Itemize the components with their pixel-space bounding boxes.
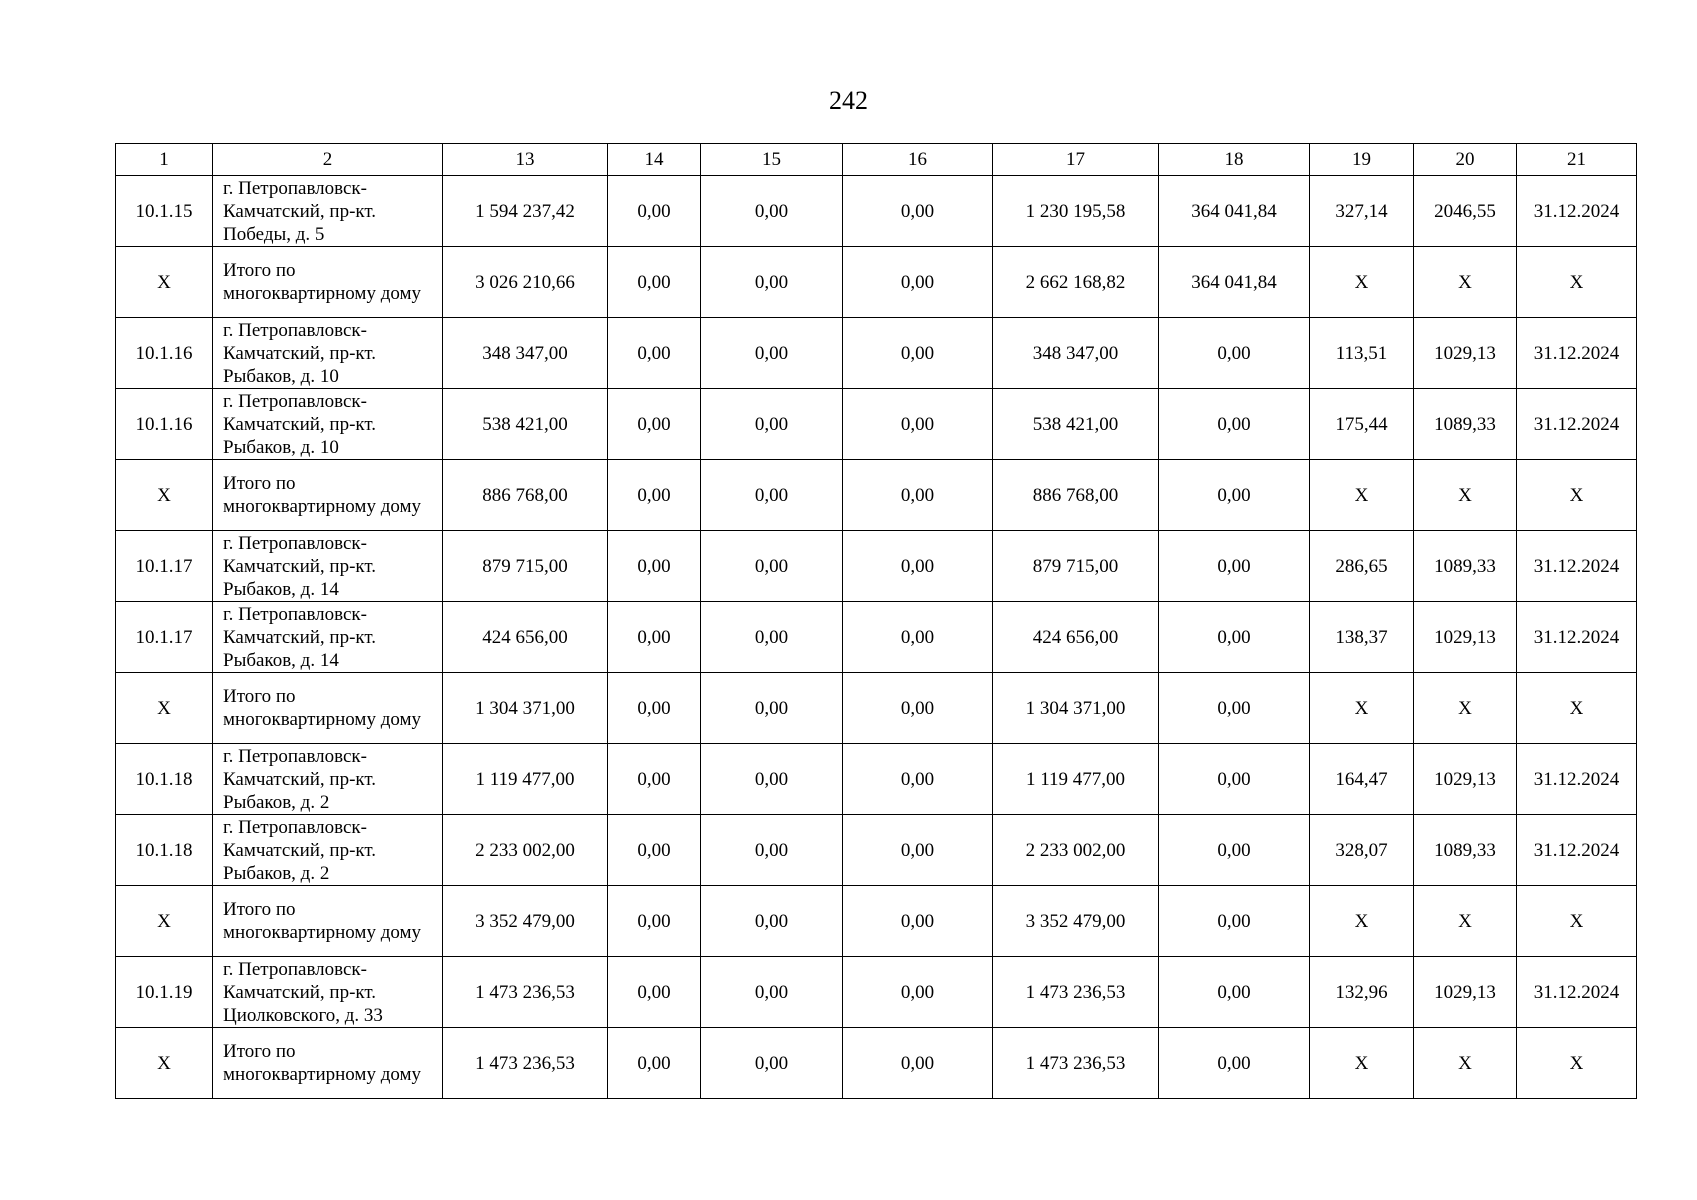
table-cell: 0,00 [608, 957, 701, 1028]
table-cell: 0,00 [608, 176, 701, 247]
address-cell: Итого по многоквартирному дому [213, 673, 443, 744]
table-row [116, 886, 1637, 957]
table-cell: 1089,33 [1414, 531, 1517, 602]
table-cell: 0,00 [608, 886, 701, 957]
header-cell: 20 [1414, 144, 1517, 176]
table-cell: 0,00 [1159, 602, 1310, 673]
table-row [116, 389, 1637, 460]
table-cell: 138,37 [1310, 602, 1414, 673]
table-cell: 1 594 237,42 [443, 176, 608, 247]
header-row [116, 144, 1637, 176]
address-cell: г. Петропавловск-Камчатский, пр-кт. Рыбаков, д. 2 [213, 815, 443, 886]
table-cell: 0,00 [1159, 1028, 1310, 1099]
table-cell: 132,96 [1310, 957, 1414, 1028]
table-cell: 0,00 [843, 389, 993, 460]
table-cell: 0,00 [843, 460, 993, 531]
table-cell: 879 715,00 [993, 531, 1159, 602]
table-cell: 0,00 [1159, 744, 1310, 815]
table-cell: 1029,13 [1414, 957, 1517, 1028]
table-cell: 0,00 [608, 815, 701, 886]
table-cell: 1 473 236,53 [443, 957, 608, 1028]
header-cell: 16 [843, 144, 993, 176]
address-cell: г. Петропавловск-Камчатский, пр-кт. Рыбаков, д. 10 [213, 389, 443, 460]
table-cell: 1029,13 [1414, 744, 1517, 815]
table-cell: 10.1.17 [116, 602, 213, 673]
table-cell: 0,00 [701, 389, 843, 460]
table-cell: 31.12.2024 [1517, 318, 1637, 389]
table-cell: 164,47 [1310, 744, 1414, 815]
address-cell: Итого по многоквартирному дому [213, 247, 443, 318]
table-cell: Х [1414, 460, 1517, 531]
table-cell: 0,00 [608, 673, 701, 744]
table-cell: 0,00 [608, 318, 701, 389]
table-cell: 3 352 479,00 [443, 886, 608, 957]
table-cell: 1 230 195,58 [993, 176, 1159, 247]
table-cell: 0,00 [843, 957, 993, 1028]
table-cell: 1 473 236,53 [443, 1028, 608, 1099]
table-cell: Х [1310, 886, 1414, 957]
table-cell: 348 347,00 [443, 318, 608, 389]
table-cell: 31.12.2024 [1517, 744, 1637, 815]
table-row [116, 531, 1637, 602]
table-cell: Х [1414, 673, 1517, 744]
table-cell: Х [116, 1028, 213, 1099]
table-cell: 0,00 [1159, 531, 1310, 602]
table-cell: 0,00 [1159, 389, 1310, 460]
table-cell: 10.1.18 [116, 815, 213, 886]
table-cell: Х [1414, 1028, 1517, 1099]
table-cell: 1 473 236,53 [993, 957, 1159, 1028]
page-number: 242 [829, 86, 868, 115]
table-cell: 10.1.15 [116, 176, 213, 247]
table-cell: Х [1310, 673, 1414, 744]
table-row [116, 460, 1637, 531]
table-cell: 0,00 [1159, 815, 1310, 886]
table-cell: 0,00 [843, 886, 993, 957]
table-cell: Х [1517, 247, 1637, 318]
table-cell: Х [1517, 1028, 1637, 1099]
table-cell: 0,00 [608, 602, 701, 673]
table-cell: 286,65 [1310, 531, 1414, 602]
table-cell: Х [1517, 673, 1637, 744]
table-cell: Х [116, 460, 213, 531]
table-cell: 1 473 236,53 [993, 1028, 1159, 1099]
table-cell: 0,00 [701, 176, 843, 247]
table-cell: 31.12.2024 [1517, 815, 1637, 886]
address-cell: Итого по многоквартирному дому [213, 460, 443, 531]
table-cell: 0,00 [843, 744, 993, 815]
table-cell: 10.1.19 [116, 957, 213, 1028]
table-cell: 0,00 [701, 602, 843, 673]
table-cell: 3 026 210,66 [443, 247, 608, 318]
table-cell: 424 656,00 [993, 602, 1159, 673]
table-cell: 0,00 [608, 531, 701, 602]
table-cell: 0,00 [843, 247, 993, 318]
table-cell: 538 421,00 [993, 389, 1159, 460]
table-row [116, 744, 1637, 815]
table-row [116, 673, 1637, 744]
table-cell: Х [116, 886, 213, 957]
table-cell: Х [1517, 460, 1637, 531]
data-table [115, 143, 1637, 1099]
table-cell: 0,00 [608, 247, 701, 318]
table-cell: 2 233 002,00 [993, 815, 1159, 886]
table-cell: 364 041,84 [1159, 247, 1310, 318]
table-cell: 0,00 [701, 673, 843, 744]
table-cell: 2 662 168,82 [993, 247, 1159, 318]
table-cell: 0,00 [701, 531, 843, 602]
table-cell: 0,00 [608, 744, 701, 815]
header-cell: 19 [1310, 144, 1414, 176]
table-cell: 348 347,00 [993, 318, 1159, 389]
table-row [116, 318, 1637, 389]
table-cell: 1 119 477,00 [993, 744, 1159, 815]
table-cell: Х [116, 247, 213, 318]
table-cell: 0,00 [701, 318, 843, 389]
table-cell: 1029,13 [1414, 318, 1517, 389]
table-row [116, 247, 1637, 318]
header-cell: 13 [443, 144, 608, 176]
table-row [116, 1028, 1637, 1099]
table-cell: 0,00 [701, 815, 843, 886]
table-cell: 31.12.2024 [1517, 389, 1637, 460]
header-cell: 14 [608, 144, 701, 176]
table-cell: 31.12.2024 [1517, 176, 1637, 247]
table-cell: 0,00 [701, 460, 843, 531]
table-row [116, 602, 1637, 673]
table-cell: 0,00 [608, 1028, 701, 1099]
address-cell: Итого по многоквартирному дому [213, 1028, 443, 1099]
table-cell: 0,00 [608, 460, 701, 531]
table-cell: 31.12.2024 [1517, 957, 1637, 1028]
table-cell: 31.12.2024 [1517, 531, 1637, 602]
table-cell: 0,00 [701, 744, 843, 815]
address-cell: Итого по многоквартирному дому [213, 886, 443, 957]
table-cell: 0,00 [843, 815, 993, 886]
table-cell: 0,00 [843, 1028, 993, 1099]
header-cell: 17 [993, 144, 1159, 176]
table-cell: 327,14 [1310, 176, 1414, 247]
table-cell: 328,07 [1310, 815, 1414, 886]
table-row [116, 815, 1637, 886]
table-cell: 10.1.16 [116, 389, 213, 460]
table-cell: 10.1.16 [116, 318, 213, 389]
address-cell: г. Петропавловск-Камчатский, пр-кт. Рыбаков, д. 14 [213, 602, 443, 673]
header-cell: 2 [213, 144, 443, 176]
table-cell: 0,00 [701, 886, 843, 957]
table-cell: 2046,55 [1414, 176, 1517, 247]
address-cell: г. Петропавловск-Камчатский, пр-кт. Циолковского, д. 33 [213, 957, 443, 1028]
table-cell: 1 119 477,00 [443, 744, 608, 815]
table-cell: Х [1310, 1028, 1414, 1099]
table-cell: 10.1.18 [116, 744, 213, 815]
table-cell: 0,00 [608, 389, 701, 460]
table-cell: 175,44 [1310, 389, 1414, 460]
table-cell: 538 421,00 [443, 389, 608, 460]
table-cell: Х [1517, 886, 1637, 957]
address-cell: г. Петропавловск-Камчатский, пр-кт. Рыбаков, д. 10 [213, 318, 443, 389]
table-cell: 0,00 [843, 318, 993, 389]
header-cell: 18 [1159, 144, 1310, 176]
table-cell: Х [116, 673, 213, 744]
table-cell: 1 304 371,00 [443, 673, 608, 744]
table-cell: 1089,33 [1414, 815, 1517, 886]
table-cell: 424 656,00 [443, 602, 608, 673]
table-cell: 364 041,84 [1159, 176, 1310, 247]
table-cell: 0,00 [1159, 460, 1310, 531]
table-cell: 0,00 [1159, 886, 1310, 957]
header-cell: 15 [701, 144, 843, 176]
table-cell: 0,00 [701, 957, 843, 1028]
table-cell: Х [1414, 886, 1517, 957]
table-row [116, 957, 1637, 1028]
table-cell: 886 768,00 [443, 460, 608, 531]
table-cell: 0,00 [1159, 957, 1310, 1028]
table-cell: 879 715,00 [443, 531, 608, 602]
table-row [116, 176, 1637, 247]
address-cell: г. Петропавловск-Камчатский, пр-кт. Рыбаков, д. 14 [213, 531, 443, 602]
table-cell: 886 768,00 [993, 460, 1159, 531]
header-cell: 21 [1517, 144, 1637, 176]
table-cell: 0,00 [1159, 318, 1310, 389]
table-cell: 1 304 371,00 [993, 673, 1159, 744]
table-cell: 1029,13 [1414, 602, 1517, 673]
table-cell: 10.1.17 [116, 531, 213, 602]
table-cell: 0,00 [843, 531, 993, 602]
table-body [116, 176, 1637, 1099]
table-cell: 1089,33 [1414, 389, 1517, 460]
header-cell: 1 [116, 144, 213, 176]
table-cell: 31.12.2024 [1517, 602, 1637, 673]
table-cell: 0,00 [843, 673, 993, 744]
table-cell: 0,00 [701, 247, 843, 318]
table-cell: 0,00 [843, 602, 993, 673]
address-cell: г. Петропавловск-Камчатский, пр-кт. Победы, д. 5 [213, 176, 443, 247]
table-cell: 0,00 [701, 1028, 843, 1099]
table-cell: 2 233 002,00 [443, 815, 608, 886]
address-cell: г. Петропавловск-Камчатский, пр-кт. Рыбаков, д. 2 [213, 744, 443, 815]
table-cell: 0,00 [843, 176, 993, 247]
table-cell: 3 352 479,00 [993, 886, 1159, 957]
table-cell: 113,51 [1310, 318, 1414, 389]
table-cell: Х [1414, 247, 1517, 318]
table-cell: Х [1310, 460, 1414, 531]
table-cell: Х [1310, 247, 1414, 318]
table-cell: 0,00 [1159, 673, 1310, 744]
